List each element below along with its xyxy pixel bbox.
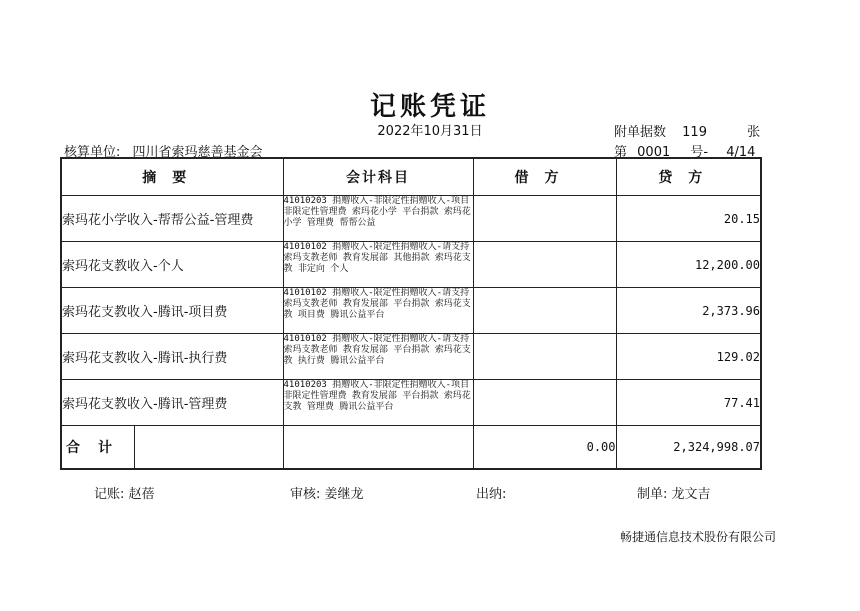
table-row <box>61 288 761 334</box>
table-row <box>61 196 761 242</box>
header-summary: 摘要 <box>61 158 283 196</box>
attachment-label: 附单据数 <box>614 125 667 140</box>
number-value: 0001 <box>637 145 671 160</box>
row-debit <box>473 242 616 288</box>
software-company: 畅捷通信息技术股份有限公司 <box>620 530 777 544</box>
row-credit: 77.41 <box>616 380 761 426</box>
row-debit <box>473 196 616 242</box>
total-subject-empty <box>283 426 473 470</box>
total-credit: 2,324,998.07 <box>616 426 761 470</box>
total-debit: 0.00 <box>473 426 616 470</box>
row-summary: 索玛花支教收入-腾讯-项目费 <box>61 288 283 334</box>
bookkeeper-signature: 记账: 赵蓓 <box>94 487 155 502</box>
reviewer-signature: 审核: 姜继龙 <box>290 487 364 502</box>
unit-label: 核算单位: <box>64 145 121 160</box>
unit-name: 四川省索玛慈善基金会 <box>132 145 263 160</box>
row-debit <box>473 334 616 380</box>
row-subject: 41010203 捐赠收入-非限定性捐赠收入-项目非限定性管理费 索玛花小学 平台捐款 索玛花小学 管理费 帮帮公益 <box>283 196 473 242</box>
voucher-table <box>60 157 762 470</box>
voucher-title: 记账凭证 <box>369 92 490 122</box>
row-subject: 41010203 捐赠收入-非限定性捐赠收入-项目非限定性管理费 教育发展部 平台捐款 索玛花支教 管理费 腾讯公益平台 <box>283 380 473 426</box>
row-subject: 41010102 捐赠收入-限定性捐赠收入-请支持索玛支教老师 教育发展部 其他捐款 索玛花支教 非定向 个人 <box>283 242 473 288</box>
header-row <box>61 158 761 196</box>
row-summary: 索玛花支教收入-腾讯-管理费 <box>61 380 283 426</box>
cashier-signature: 出纳: <box>476 487 507 502</box>
row-subject: 41010102 捐赠收入-限定性捐赠收入-请支持索玛支教老师 教育发展部 平台捐款 索玛花支教 执行费 腾讯公益平台 <box>283 334 473 380</box>
table-row <box>61 242 761 288</box>
number-suffix: 号- <box>690 145 709 160</box>
row-debit <box>473 380 616 426</box>
row-summary: 索玛花支教收入-腾讯-执行费 <box>61 334 283 380</box>
voucher-date: 2022年10月31日 <box>377 124 483 139</box>
row-credit: 20.15 <box>616 196 761 242</box>
header-credit: 贷方 <box>616 158 761 196</box>
preparer-signature: 制单: 龙文吉 <box>637 487 711 502</box>
attachment-unit: 张 <box>747 125 761 140</box>
attachment-count: 119 <box>682 125 707 140</box>
number-prefix: 第 <box>614 145 628 160</box>
row-summary: 索玛花支教收入-个人 <box>61 242 283 288</box>
row-subject: 41010102 捐赠收入-限定性捐赠收入-请支持索玛支教老师 教育发展部 平台捐款 索玛花支教 项目费 腾讯公益平台 <box>283 288 473 334</box>
row-summary: 索玛花小学收入-帮帮公益-管理费 <box>61 196 283 242</box>
header-subject: 会计科目 <box>283 158 473 196</box>
total-label-text: 合计 <box>62 426 135 468</box>
header-debit: 借方 <box>473 158 616 196</box>
row-credit: 2,373.96 <box>616 288 761 334</box>
attachment-info <box>614 121 766 140</box>
row-debit <box>473 288 616 334</box>
page-indicator: 4/14 <box>726 145 756 160</box>
table-row <box>61 334 761 380</box>
total-label <box>61 426 283 470</box>
row-credit: 129.02 <box>616 334 761 380</box>
total-row <box>61 426 761 470</box>
row-credit: 12,200.00 <box>616 242 761 288</box>
table-row <box>61 380 761 426</box>
